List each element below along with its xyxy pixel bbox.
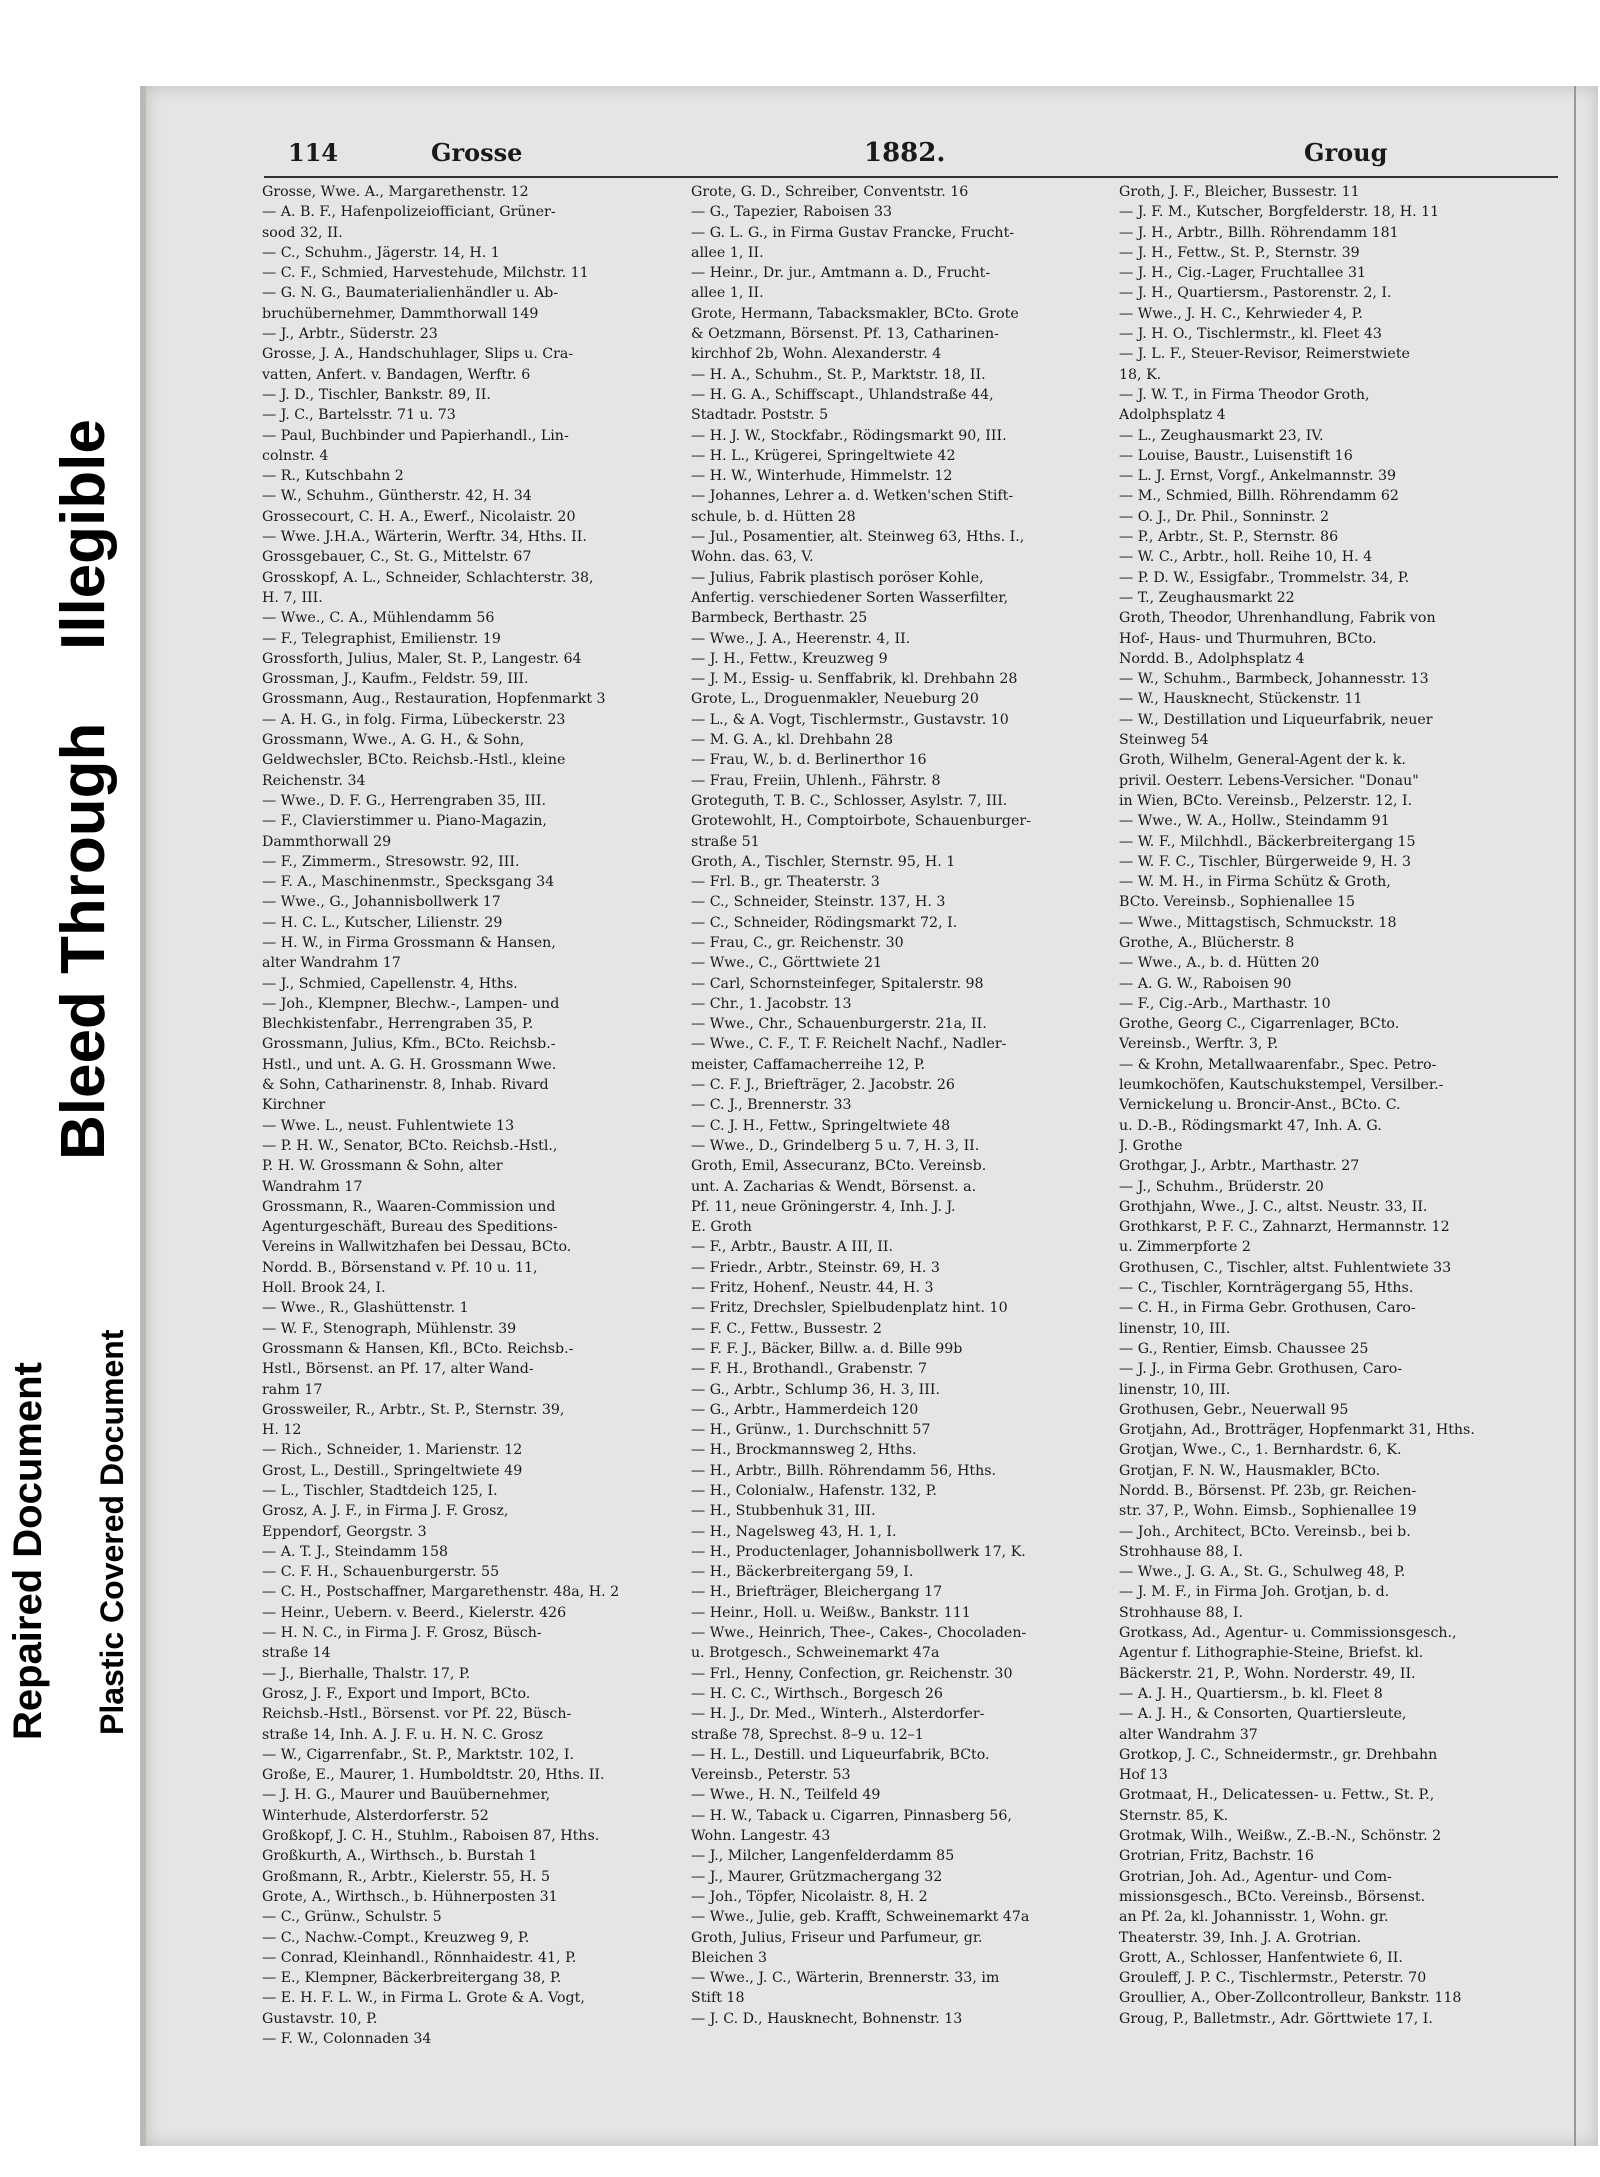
directory-line: Groth, J. F., Bleicher, Bussestr. 11 xyxy=(1119,184,1360,200)
directory-line: — W. F., Stenograph, Mühlenstr. 39 xyxy=(262,1320,517,1337)
column-right xyxy=(1119,182,1527,2029)
directory-line: — Wwe., Julie, geb. Krafft, Schweinemarkt 47a xyxy=(691,1909,1030,1926)
directory-line: — Frl. B., gr. Theaterstr. 3 xyxy=(691,874,880,891)
directory-line: Grossecourt, C. H. A., Ewerf., Nicolaistr. 20 xyxy=(262,508,576,525)
directory-line: — Wwe., J. A., Heerenstr. 4, II. xyxy=(691,630,911,647)
directory-line: Grotjan, Wwe., C., 1. Bernhardstr. 6, K. xyxy=(1119,1442,1402,1459)
directory-line: Groth, Wilhelm, General-Agent der k. k. xyxy=(1119,752,1406,769)
directory-line: — H. J., Dr. Med., Winterh., Alsterdorfer- xyxy=(691,1706,985,1723)
directory-line: schule, b. d. Hütten 28 xyxy=(691,508,856,525)
directory-line: — Frau, Freiin, Uhlenh., Fährstr. 8 xyxy=(691,772,941,789)
directory-line: — Wwe., D., Grindelberg 5 u. 7, H. 3, II. xyxy=(691,1137,980,1154)
directory-line: an Pf. 2a, kl. Johannisstr. 1, Wohn. gr. xyxy=(1119,1909,1389,1926)
directory-line: — J., Schmied, Capellenstr. 4, Hths. xyxy=(262,975,518,992)
directory-line: Agenturgeschäft, Bureau des Speditions- xyxy=(262,1219,558,1236)
directory-line: Barmbeck, Berthastr. 25 xyxy=(691,610,868,627)
directory-line: — W., Schuhm., Güntherstr. 42, H. 34 xyxy=(262,488,532,505)
directory-line: — J. C. D., Hausknecht, Bohnenstr. 13 xyxy=(691,2010,963,2027)
directory-line: rahm 17 xyxy=(262,1381,323,1398)
directory-line: linenstr, 10, III. xyxy=(1119,1381,1231,1398)
directory-line: — J., Arbtr., Süderstr. 23 xyxy=(262,326,438,343)
directory-line: — Johannes, Lehrer a. d. Wetken'schen Stift- xyxy=(691,488,1014,505)
directory-line: Agentur f. Lithographie-Steine, Briefst. kl. xyxy=(1119,1645,1424,1662)
directory-line: — Jul., Posamentier, alt. Steinweg 63, Hths. I., xyxy=(691,529,1025,546)
directory-line: u. Zimmerpforte 2 xyxy=(1119,1239,1251,1256)
directory-line: Grothkarst, P. F. C., Zahnarzt, Hermannstr. 12 xyxy=(1119,1219,1450,1236)
directory-line: Grothe, Georg C., Cigarrenlager, BCto. xyxy=(1119,1016,1400,1033)
repaired-document-label: Repaired Document xyxy=(6,1362,50,1740)
directory-line: — H. L., Destill. und Liqueurfabrik, BCto. xyxy=(691,1746,990,1763)
directory-line: — Frau, W., b. d. Berlinerthor 16 xyxy=(691,752,927,769)
directory-line: Wohn. Langestr. 43 xyxy=(691,1828,831,1845)
directory-line: — Joh., Architect, BCto. Vereinsb., bei b. xyxy=(1119,1523,1411,1540)
directory-line: Grotmaat, H., Delicatessen- u. Fettw., St. P., xyxy=(1119,1787,1435,1804)
left-heading: Grosse xyxy=(431,138,523,167)
directory-line: Groth, A., Tischler, Sternstr. 95, H. 1 xyxy=(691,853,956,870)
directory-line: — Frau, C., gr. Reichenstr. 30 xyxy=(691,934,904,951)
directory-line: Groth, Emil, Assecuranz, BCto. Vereinsb. xyxy=(691,1158,987,1175)
directory-line: — C., Tischler, Kornträgergang 55, Hths. xyxy=(1119,1280,1414,1297)
directory-line: — J. H. O., Tischlermstr., kl. Fleet 43 xyxy=(1119,326,1382,343)
directory-line: — F., Cig.-Arb., Marthastr. 10 xyxy=(1119,995,1331,1012)
column-left xyxy=(262,182,670,2049)
directory-line: Grosse, Wwe. A., Margarethenstr. 12 xyxy=(262,184,529,200)
directory-line: — Wwe. L., neust. Fuhlentwiete 13 xyxy=(262,1117,515,1134)
directory-line: — J. F. M., Kutscher, Borgfelderstr. 18, H. 11 xyxy=(1119,204,1440,221)
directory-line: Gustavstr. 10, P. xyxy=(262,2010,378,2027)
directory-line: — Wwe., J. G. A., St. G., Schulweg 48, P. xyxy=(1119,1564,1406,1581)
directory-line: — H., Productenlager, Johannisbollwerk 17, K. xyxy=(691,1543,1026,1560)
directory-line: Vereinsb., Werftr. 3, P. xyxy=(1119,1036,1279,1053)
directory-line: Groug, P., Balletmstr., Adr. Görttwiete 17, I. xyxy=(1119,2010,1433,2027)
directory-line: — Paul, Buchbinder und Papierhandl., Lin- xyxy=(262,427,569,444)
directory-line: Steinweg 54 xyxy=(1119,732,1209,749)
directory-line: — W., Hausknecht, Stückenstr. 11 xyxy=(1119,691,1363,708)
directory-line: Blechkistenfabr., Herrengraben 35, P. xyxy=(262,1016,534,1033)
directory-line: — & Krohn, Metallwaarenfabr., Spec. Petro- xyxy=(1119,1056,1437,1073)
directory-line: — Heinr., Uebern. v. Beerd., Kielerstr. 426 xyxy=(262,1604,567,1621)
directory-line: — G., Arbtr., Schlump 36, H. 3, III. xyxy=(691,1381,940,1398)
directory-line: — Julius, Fabrik plastisch poröser Kohle, xyxy=(691,569,984,586)
directory-line: — C. F. H., Schauenburgerstr. 55 xyxy=(262,1564,500,1581)
directory-line: — Wwe., Heinrich, Thee-, Cakes-, Chocoladen- xyxy=(691,1625,1027,1642)
directory-line: — J., Milcher, Langenfelderdamm 85 xyxy=(691,1848,955,1865)
directory-line: Grotkass, Ad., Agentur- u. Commissionsgesch., xyxy=(1119,1625,1457,1642)
directory-line: Bäckerstr. 21, P., Wohn. Norderstr. 49, II. xyxy=(1119,1665,1416,1682)
directory-line: — Frl., Henny, Confection, gr. Reichenstr. 30 xyxy=(691,1665,1013,1682)
page-header xyxy=(146,138,1598,176)
directory-line: Grott, A., Schlosser, Hanfentwiete 6, II. xyxy=(1119,1949,1403,1966)
directory-line: — Wwe., C. A., Mühlendamm 56 xyxy=(262,610,495,627)
directory-line: Holl. Brook 24, I. xyxy=(262,1280,386,1297)
directory-line: Grossmann, R., Waaren-Commission und xyxy=(262,1198,556,1215)
directory-line: — A. H. G., in folg. Firma, Lübeckerstr. 23 xyxy=(262,711,566,728)
directory-line: — A. J. H., & Consorten, Quartiersleute, xyxy=(1119,1706,1407,1723)
directory-line: P. H. W. Grossmann & Sohn, alter xyxy=(262,1158,503,1175)
directory-line: — Wwe., Chr., Schauenburgerstr. 21a, II. xyxy=(691,1016,987,1033)
directory-line: Grost, L., Destill., Springeltwiete 49 xyxy=(262,1462,523,1479)
directory-line: — C., Schneider, Steinstr. 137, H. 3 xyxy=(691,894,946,911)
directory-line: Strohhause 88, I. xyxy=(1119,1543,1243,1560)
directory-line: — C. J., Brennerstr. 33 xyxy=(691,1097,852,1114)
directory-line: J. Grothe xyxy=(1119,1137,1183,1154)
directory-line: — J., Bierhalle, Thalstr. 17, P. xyxy=(262,1665,471,1682)
directory-line: — J. H., Fettw., St. P., Sternstr. 39 xyxy=(1119,244,1360,261)
directory-line: — F., Telegraphist, Emilienstr. 19 xyxy=(262,630,501,647)
directory-line: BCto. Vereinsb., Sophienallee 15 xyxy=(1119,894,1356,911)
directory-line: — H., Nagelsweg 43, H. 1, I. xyxy=(691,1523,897,1540)
directory-line: bruchübernehmer, Dammthorwall 149 xyxy=(262,305,539,322)
directory-line: — H. C. C., Wirthsch., Borgesch 26 xyxy=(691,1685,943,1702)
directory-line: leumkochöfen, Kautschukstempel, Versilber.- xyxy=(1119,1077,1444,1094)
directory-line: — Wwe., H. N., Teilfeld 49 xyxy=(691,1787,881,1804)
directory-page xyxy=(140,86,1598,2146)
directory-line: Bleichen 3 xyxy=(691,1949,768,1966)
directory-line: u. D.-B., Rödingsmarkt 47, Inh. A. G. xyxy=(1119,1117,1382,1134)
year-heading: 1882. xyxy=(864,138,946,168)
directory-line: — H. G. A., Schiffscapt., Uhlandstraße 44, xyxy=(691,386,994,403)
directory-line: — W., Schuhm., Barmbeck, Johannesstr. 13 xyxy=(1119,671,1429,688)
directory-line: Grothusen, C., Tischler, altst. Fuhlentwiete 33 xyxy=(1119,1259,1452,1276)
directory-line: & Oetzmann, Börsenst. Pf. 13, Catharinen- xyxy=(691,326,999,343)
illegible-label: Illegible xyxy=(49,419,118,650)
directory-line: vatten, Anfert. v. Bandagen, Werftr. 6 xyxy=(262,366,531,383)
header-rule xyxy=(264,176,1558,178)
directory-line: Vereinsb., Peterstr. 53 xyxy=(691,1767,851,1784)
directory-line: straße 14, Inh. A. J. F. u. H. N. C. Grosz xyxy=(262,1726,543,1743)
directory-line: Grotmak, Wilh., Weißw., Z.-B.-N., Schönstr. 2 xyxy=(1119,1828,1442,1845)
directory-line: — L., Tischler, Stadtdeich 125, I. xyxy=(262,1483,498,1499)
directory-line: Grossmann & Hansen, Kfl., BCto. Reichsb.- xyxy=(262,1340,574,1357)
directory-line: Strohhause 88, I. xyxy=(1119,1604,1243,1621)
directory-line: — F., Arbtr., Baustr. A III, II. xyxy=(691,1239,893,1256)
directory-line: missionsgesch., BCto. Vereinsb., Börsenst. xyxy=(1119,1888,1426,1905)
directory-line: E. Groth xyxy=(691,1219,752,1236)
directory-line: — W., Cigarrenfabr., St. P., Marktstr. 102, I. xyxy=(262,1746,575,1763)
directory-line: Hstl., Börsenst. an Pf. 17, alter Wand- xyxy=(262,1361,534,1378)
directory-line: Grote, G. D., Schreiber, Conventstr. 16 xyxy=(691,184,969,200)
directory-line: — G., Rentier, Eimsb. Chaussee 25 xyxy=(1119,1340,1369,1357)
directory-line: — J. J., in Firma Gebr. Grothusen, Caro- xyxy=(1119,1361,1403,1378)
directory-line: Grotjan, F. N. W., Hausmakler, BCto. xyxy=(1119,1462,1381,1479)
directory-line: — W., Destillation und Liqueurfabrik, neuer xyxy=(1119,711,1433,728)
directory-line: Anfertig. verschiedener Sorten Wasserfilter, xyxy=(691,589,1009,606)
directory-line: — F., Clavierstimmer u. Piano-Magazin, xyxy=(262,813,547,830)
directory-line: — H., Bäckerbreitergang 59, I. xyxy=(691,1564,914,1581)
directory-line: — Wwe., G., Johannisbollwerk 17 xyxy=(262,894,501,911)
directory-line: — P. D. W., Essigfabr., Trommelstr. 34, P. xyxy=(1119,569,1410,586)
directory-line: — G. N. G., Baumaterialienhändler u. Ab- xyxy=(262,285,559,302)
directory-line: str. 37, P., Wohn. Eimsb., Sophienallee 19 xyxy=(1119,1503,1417,1520)
directory-line: — M. G. A., kl. Drehbahn 28 xyxy=(691,732,894,749)
directory-line: privil. Oesterr. Lebens-Versicher. "Donau" xyxy=(1119,772,1419,789)
directory-line: — G. L. G., in Firma Gustav Francke, Frucht- xyxy=(691,224,1015,241)
directory-line: — Heinr., Dr. jur., Amtmann a. D., Frucht- xyxy=(691,265,991,282)
directory-line: linenstr, 10, III. xyxy=(1119,1320,1231,1337)
directory-line: Hstl., und unt. A. G. H. Grossmann Wwe. xyxy=(262,1056,557,1073)
directory-line: — E. H. F. L. W., in Firma L. Grote & A. Vogt, xyxy=(262,1990,585,2007)
directory-line: & Sohn, Catharinenstr. 8, Inhab. Rivard xyxy=(262,1077,549,1094)
directory-line: — Louise, Baustr., Luisenstift 16 xyxy=(1119,447,1353,464)
directory-line: Nordd. B., Börsenstand v. Pf. 10 u. 11, xyxy=(262,1259,538,1276)
directory-line: — C. H., Postschaffner, Margarethenstr. 48a, H. 2 xyxy=(262,1584,620,1601)
directory-line: Theaterstr. 39, Inh. J. A. Grotrian. xyxy=(1119,1929,1362,1946)
directory-line: — H. W., Taback u. Cigarren, Pinnasberg 56, xyxy=(691,1807,1012,1824)
directory-line: Hof-, Haus- und Thurmuhren, BCto. xyxy=(1119,630,1377,647)
directory-line: Grossgebauer, C., St. G., Mittelstr. 67 xyxy=(262,549,532,566)
directory-line: Groth, Julius, Friseur und Parfumeur, gr. xyxy=(691,1929,983,1946)
directory-line: — Heinr., Holl. u. Weißw., Bankstr. 111 xyxy=(691,1604,971,1621)
directory-line: — Wwe., J. H. C., Kehrwieder 4, P. xyxy=(1119,305,1363,322)
directory-line: — T., Zeughausmarkt 22 xyxy=(1119,589,1295,606)
directory-line: Adolphsplatz 4 xyxy=(1119,407,1226,424)
directory-line: — Joh., Töpfer, Nicolaistr. 8, H. 2 xyxy=(691,1888,928,1905)
column-middle xyxy=(691,182,1099,2029)
directory-line: Geldwechsler, BCto. Reichsb.-Hstl., kleine xyxy=(262,752,566,769)
directory-line: 18, K. xyxy=(1119,366,1162,383)
directory-line: Grossmann, Julius, Kfm., BCto. Reichsb.- xyxy=(262,1036,556,1053)
directory-line: Wandrahm 17 xyxy=(262,1178,363,1195)
directory-line: — Wwe., W. A., Hollw., Steindamm 91 xyxy=(1119,813,1390,830)
directory-line: — Wwe., C. F., T. F. Reichelt Nachf., Nadler- xyxy=(691,1036,1007,1053)
directory-line: — F., Zimmerm., Stresowstr. 92, III. xyxy=(262,853,520,870)
directory-line: — J. W. T., in Firma Theodor Groth, xyxy=(1119,386,1370,403)
directory-line: — Rich., Schneider, 1. Marienstr. 12 xyxy=(262,1442,523,1459)
directory-line: — H. C. L., Kutscher, Lilienstr. 29 xyxy=(262,914,503,931)
directory-line: meister, Caffamacherreihe 12, P. xyxy=(691,1056,926,1073)
directory-line: Nordd. B., Börsenst. Pf. 23b, gr. Reichen- xyxy=(1119,1483,1417,1499)
directory-line: Nordd. B., Adolphsplatz 4 xyxy=(1119,650,1305,667)
directory-line: straße 14 xyxy=(262,1645,331,1662)
directory-line: Grossweiler, R., Arbtr., St. P., Sternstr. 39, xyxy=(262,1401,565,1418)
directory-line: — G., Arbtr., Hammerdeich 120 xyxy=(691,1401,919,1418)
directory-line: — C. H., in Firma Gebr. Grothusen, Caro- xyxy=(1119,1300,1416,1317)
directory-line: Hof 13 xyxy=(1119,1767,1168,1784)
directory-line: Sternstr. 85, K. xyxy=(1119,1807,1229,1824)
directory-line: straße 51 xyxy=(691,833,760,850)
directory-line: — J. M., Essig- u. Senffabrik, kl. Drehbahn 28 xyxy=(691,671,1018,688)
directory-line: — H., Stubbenhuk 31, III. xyxy=(691,1503,876,1520)
directory-line: — A. B. F., Hafenpolizeiofficiant, Grüner- xyxy=(262,204,556,221)
directory-line: — C. F., Schmied, Harvestehude, Milchstr. 11 xyxy=(262,265,589,282)
directory-line: Grotkop, J. C., Schneidermstr., gr. Drehbahn xyxy=(1119,1746,1438,1763)
right-heading: Groug xyxy=(1304,138,1388,167)
directory-line: — H. A., Schuhm., St. P., Marktstr. 18, II. xyxy=(691,366,986,383)
directory-line: H. 12 xyxy=(262,1422,302,1439)
directory-line: — F. H., Brothandl., Grabenstr. 7 xyxy=(691,1361,928,1378)
directory-line: Grosz, J. F., Export und Import, BCto. xyxy=(262,1685,531,1702)
directory-line: — H., Grünw., 1. Durchschnitt 57 xyxy=(691,1422,931,1439)
directory-line: Groth, Theodor, Uhrenhandlung, Fabrik von xyxy=(1119,610,1436,627)
directory-line: — Conrad, Kleinhandl., Rönnhaidestr. 41, P. xyxy=(262,1949,577,1966)
directory-line: — Chr., 1. Jacobstr. 13 xyxy=(691,995,852,1012)
directory-line: Reichsb.-Hstl., Börsenst. vor Pf. 22, Büsch- xyxy=(262,1706,572,1723)
directory-line: Großkurth, A., Wirthsch., b. Burstah 1 xyxy=(262,1848,538,1865)
directory-line: Grote, Hermann, Tabacksmakler, BCto. Grote xyxy=(691,305,1019,322)
directory-line: H. 7, III. xyxy=(262,589,323,606)
directory-line: — J. H., Cig.-Lager, Fruchtallee 31 xyxy=(1119,265,1367,282)
directory-line: Pf. 11, neue Gröningerstr. 4, Inh. J. J. xyxy=(691,1198,956,1215)
directory-line: — Fritz, Drechsler, Spielbudenplatz hint. 10 xyxy=(691,1300,1008,1317)
directory-line: Grossmann, Aug., Restauration, Hopfenmarkt 3 xyxy=(262,691,606,708)
page-edge xyxy=(1574,86,1586,2146)
directory-line: — J. L. F., Steuer-Revisor, Reimerstwiete xyxy=(1119,346,1410,363)
directory-line: — Carl, Schornsteinfeger, Spitalerstr. 98 xyxy=(691,975,984,992)
directory-line: — A. T. J., Steindamm 158 xyxy=(262,1543,449,1560)
directory-line: Groullier, A., Ober-Zollcontrolleur, Bankstr. 118 xyxy=(1119,1990,1462,2007)
directory-line: — F. F. J., Bäcker, Billw. a. d. Bille 99b xyxy=(691,1340,963,1357)
page-number: 114 xyxy=(288,138,339,167)
directory-line: — L. J. Ernst, Vorgf., Ankelmannstr. 39 xyxy=(1119,468,1397,485)
directory-line: in Wien, BCto. Vereinsb., Pelzerstr. 12, I. xyxy=(1119,792,1413,809)
directory-line: — J. H., Fettw., Kreuzweg 9 xyxy=(691,650,888,667)
directory-line: — F. A., Maschinenmstr., Specksgang 34 xyxy=(262,874,555,891)
directory-line: — C., Schneider, Rödingsmarkt 72, I. xyxy=(691,914,958,931)
directory-line: — P., Arbtr., St. P., Sternstr. 86 xyxy=(1119,529,1339,546)
directory-line: — H. W., Winterhude, Himmelstr. 12 xyxy=(691,468,953,485)
directory-line: Dammthorwall 29 xyxy=(262,833,392,850)
directory-line: Reichenstr. 34 xyxy=(262,772,366,789)
directory-line: Wohn. das. 63, V. xyxy=(691,549,814,566)
directory-line: — J. H., Quartiersm., Pastorenstr. 2, I. xyxy=(1119,285,1392,302)
directory-line: Grotrian, Fritz, Bachstr. 16 xyxy=(1119,1848,1314,1865)
scan-margin-annotations xyxy=(0,0,150,2177)
directory-line: Stift 18 xyxy=(691,1990,745,2007)
directory-line: Grothe, A., Blücherstr. 8 xyxy=(1119,934,1295,951)
directory-line: Grothjahn, Wwe., J. C., altst. Neustr. 33, II. xyxy=(1119,1198,1428,1215)
directory-line: Großkopf, J. C. H., Stuhlm., Raboisen 87, Hths. xyxy=(262,1828,600,1845)
directory-line: — Wwe., J. C., Wärterin, Brennerstr. 33, im xyxy=(691,1970,1000,1987)
directory-line: Stadtadr. Poststr. 5 xyxy=(691,407,829,424)
directory-line: Grosskopf, A. L., Schneider, Schlachterstr. 38, xyxy=(262,569,594,586)
directory-line: Groteguth, T. B. C., Schlosser, Asylstr. 7, III. xyxy=(691,792,1008,809)
directory-line: Kirchner xyxy=(262,1097,326,1114)
directory-line: — C. F. J., Briefträger, 2. Jacobstr. 26 xyxy=(691,1077,955,1094)
directory-line: Grotewohlt, H., Comptoirbote, Schauenburger- xyxy=(691,813,1031,830)
directory-line: Grothgar, J., Arbtr., Marthastr. 27 xyxy=(1119,1158,1360,1175)
directory-line: sood 32, II. xyxy=(262,224,343,241)
directory-line: — Wwe., C., Görttwiete 21 xyxy=(691,955,883,972)
directory-line: — W. F. C., Tischler, Bürgerweide 9, H. 3 xyxy=(1119,853,1412,870)
directory-line: — J. D., Tischler, Bankstr. 89, II. xyxy=(262,386,491,403)
directory-line: — C., Nachw.-Compt., Kreuzweg 9, P. xyxy=(262,1929,530,1946)
directory-line: — H., Brockmannsweg 2, Hths. xyxy=(691,1442,917,1459)
directory-line: — H. W., in Firma Grossmann & Hansen, xyxy=(262,934,556,951)
directory-line: Grotjahn, Ad., Brotträger, Hopfenmarkt 31, Hths. xyxy=(1119,1422,1475,1439)
directory-line: — H. N. C., in Firma J. F. Grosz, Büsch- xyxy=(262,1625,542,1642)
directory-line: — H., Colonialw., Hafenstr. 132, P. xyxy=(691,1483,937,1499)
directory-line: Grouleff, J. P. C., Tischlermstr., Peterstr. 70 xyxy=(1119,1970,1427,1987)
directory-line: — J. H., Arbtr., Billh. Röhrendamm 181 xyxy=(1119,224,1399,241)
directory-line: allee 1, II. xyxy=(691,244,764,261)
directory-line: — C. J. H., Fettw., Springeltwiete 48 xyxy=(691,1117,951,1134)
directory-line: — Joh., Klempner, Blechw.-, Lampen- und xyxy=(262,995,560,1012)
directory-line: colnstr. 4 xyxy=(262,447,329,464)
directory-line: straße 78, Sprechst. 8–9 u. 12–1 xyxy=(691,1726,924,1743)
directory-line: — G., Tapezier, Raboisen 33 xyxy=(691,204,893,221)
directory-line: — Fritz, Hohenf., Neustr. 44, H. 3 xyxy=(691,1280,934,1297)
directory-line: Vernickelung u. Broncir-Anst., BCto. C. xyxy=(1119,1097,1401,1114)
directory-line: Grosz, A. J. F., in Firma J. F. Grosz, xyxy=(262,1503,509,1520)
directory-line: — Wwe. J.H.A., Wärterin, Werftr. 34, Hths. II. xyxy=(262,529,587,546)
directory-line: — C., Grünw., Schulstr. 5 xyxy=(262,1909,442,1926)
directory-line: Grothusen, Gebr., Neuerwall 95 xyxy=(1119,1401,1349,1418)
directory-line: — H. J. W., Stockfabr., Rödingsmarkt 90, III. xyxy=(691,427,1007,444)
directory-line: u. Brotgesch., Schweinemarkt 47a xyxy=(691,1645,940,1662)
directory-line: Grote, A., Wirthsch., b. Hühnerposten 31 xyxy=(262,1888,558,1905)
directory-line: — F. C., Fettw., Bussestr. 2 xyxy=(691,1320,882,1337)
directory-line: — W. F., Milchhdl., Bäckerbreitergang 15 xyxy=(1119,833,1416,850)
directory-line: — J., Maurer, Grützmachergang 32 xyxy=(691,1868,943,1885)
directory-line: — H. L., Krügerei, Springeltwiete 42 xyxy=(691,447,956,464)
directory-line: — P. H. W., Senator, BCto. Reichsb.-Hstl., xyxy=(262,1137,558,1154)
directory-line: Winterhude, Alsterdorferstr. 52 xyxy=(262,1807,489,1824)
bleed-through-label: Bleed Through xyxy=(49,722,118,1160)
directory-line: — F. W., Colonnaden 34 xyxy=(262,2031,432,2048)
directory-line: Grosse, J. A., Handschuhlager, Slips u. Cra- xyxy=(262,346,574,363)
directory-line: — J. H. G., Maurer und Bauübernehmer, xyxy=(262,1787,551,1804)
directory-line: — Wwe., D. F. G., Herrengraben 35, III. xyxy=(262,792,546,809)
directory-line: — A. J. H., Quartiersm., b. kl. Fleet 8 xyxy=(1119,1685,1383,1702)
directory-line: — R., Kutschbahn 2 xyxy=(262,468,404,485)
directory-line: alter Wandrahm 17 xyxy=(262,955,401,972)
directory-line: unt. A. Zacharias & Wendt, Börsenst. a. xyxy=(691,1178,977,1195)
directory-line: — C., Schuhm., Jägerstr. 14, H. 1 xyxy=(262,244,500,261)
plastic-covered-label: Plastic Covered Document xyxy=(94,1329,130,1735)
directory-line: — Friedr., Arbtr., Steinstr. 69, H. 3 xyxy=(691,1259,940,1276)
directory-line: kirchhof 2b, Wohn. Alexanderstr. 4 xyxy=(691,346,942,363)
directory-line: Vereins in Wallwitzhafen bei Dessau, BCto. xyxy=(262,1239,572,1256)
directory-line: Grotrian, Joh. Ad., Agentur- und Com- xyxy=(1119,1868,1392,1885)
directory-line: — Wwe., Mittagstisch, Schmuckstr. 18 xyxy=(1119,914,1397,931)
directory-line: — J. C., Bartelsstr. 71 u. 73 xyxy=(262,407,456,424)
directory-line: — E., Klempner, Bäckerbreitergang 38, P. xyxy=(262,1970,562,1987)
directory-line: — L., & A. Vogt, Tischlermstr., Gustavstr. 10 xyxy=(691,711,1009,728)
directory-line: — J., Schuhm., Brüderstr. 20 xyxy=(1119,1178,1324,1195)
directory-line: Grote, L., Droguenmakler, Neueburg 20 xyxy=(691,691,979,708)
directory-line: allee 1, II. xyxy=(691,285,764,302)
directory-line: — H., Arbtr., Billh. Röhrendamm 56, Hths. xyxy=(691,1462,997,1479)
directory-line: — W. C., Arbtr., holl. Reihe 10, H. 4 xyxy=(1119,549,1373,566)
directory-line: Grossforth, Julius, Maler, St. P., Langestr. 64 xyxy=(262,650,582,667)
directory-line: — L., Zeughausmarkt 23, IV. xyxy=(1119,427,1324,444)
directory-line: — W. M. H., in Firma Schütz & Groth, xyxy=(1119,874,1391,891)
directory-line: Großmann, R., Arbtr., Kielerstr. 55, H. 5 xyxy=(262,1868,551,1885)
directory-line: — J. M. F., in Firma Joh. Grotjan, b. d. xyxy=(1119,1584,1390,1601)
directory-line: — A. G. W., Raboisen 90 xyxy=(1119,975,1292,992)
directory-line: — Wwe., R., Glashüttenstr. 1 xyxy=(262,1300,469,1317)
directory-line: — O. J., Dr. Phil., Sonninstr. 2 xyxy=(1119,508,1329,525)
directory-line: — M., Schmied, Billh. Röhrendamm 62 xyxy=(1119,488,1399,505)
directory-line: — Wwe., A., b. d. Hütten 20 xyxy=(1119,955,1320,972)
directory-line: Eppendorf, Georgstr. 3 xyxy=(262,1523,427,1540)
directory-line: — H., Briefträger, Bleichergang 17 xyxy=(691,1584,943,1601)
directory-line: Große, E., Maurer, 1. Humboldtstr. 20, Hths. II. xyxy=(262,1767,605,1784)
directory-line: alter Wandrahm 37 xyxy=(1119,1726,1258,1743)
directory-line: Grossmann, Wwe., A. G. H., & Sohn, xyxy=(262,732,525,749)
directory-line: Grossman, J., Kaufm., Feldstr. 59, III. xyxy=(262,671,529,688)
